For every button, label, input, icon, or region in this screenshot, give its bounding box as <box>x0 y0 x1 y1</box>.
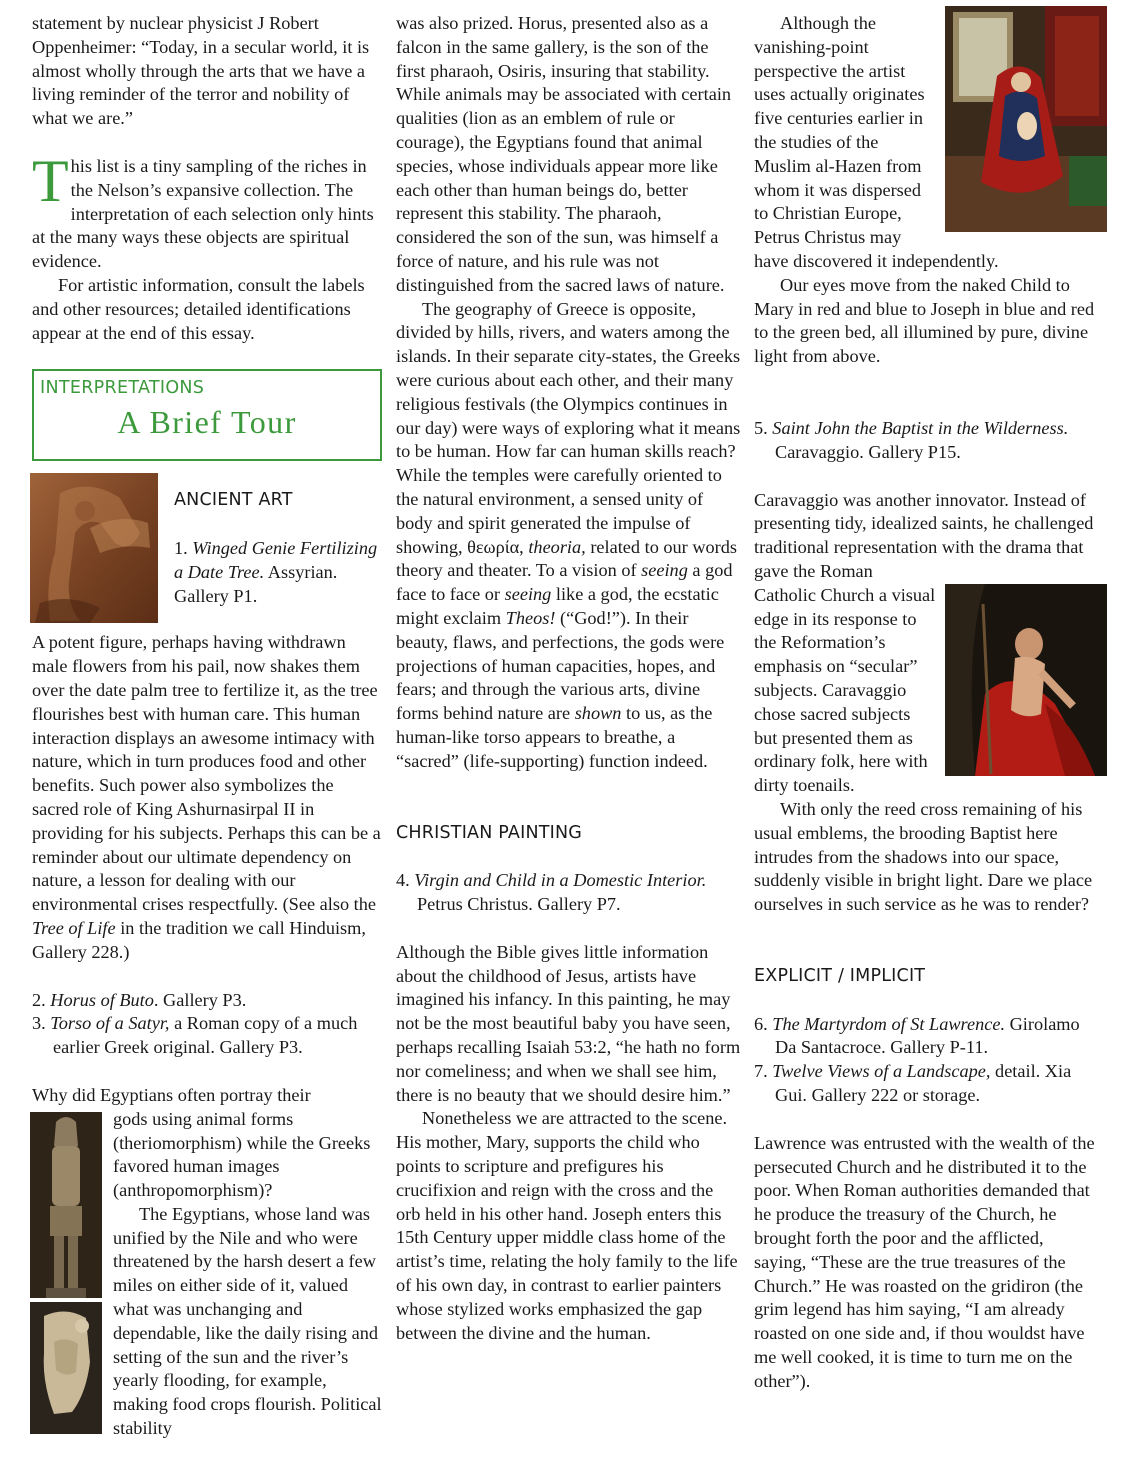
question-paragraph: gods using animal forms (theriomorphism) while the Greeks favored human images (anthropomorphism)? <box>113 1108 371 1201</box>
column-1 <box>32 12 382 1441</box>
item-3: 3. Torso of a Satyr, a Roman copy of a much earlier Greek original. Gallery P3. <box>32 1013 358 1058</box>
stability-paragraph: was also prized. Horus, presented also as a falcon in the same gallery, is the son of the first pharaoh, Osiris, insuring that stability. While animals may be associated with certain qualities (lion as an emblem of rule or courage), the Egyptians found that animal species, whose individuals appear more like each other than human beings do, better represent this stability. The pharaoh, considered the son of the sun, was himself a force of nature, and his rule was not distinguished from the sacred laws of nature. <box>396 13 732 295</box>
item-7-title: Twelve Views of a Landscape, <box>772 1061 991 1082</box>
item-2-title: Horus of Buto <box>50 989 154 1010</box>
horus-of-buto-image <box>30 1112 102 1302</box>
item-6-title: The Martyrdom of St Lawrence. <box>772 1013 1006 1034</box>
winged-genie-image <box>30 473 158 623</box>
item-7: 7. Twelve Views of a Landscape, detail. Xia Gui. Gallery 222 or storage. <box>754 1061 1072 1106</box>
greece-paragraph: The geography of Greece is opposite, divided by hills, rivers, and waters among the islands. In their separate city-states, the Greeks were curious about each other, and their many religious festivals (the Olympics continues in our day) were ways of exploring what it means to be human. How far can human skills reach? While the temples were carefully oriented to the natural environment, a sensed unity of body and spirit generated the impulse of showing, θεωρία, theoria, related to our words theory and theater. To a vision of seeing a god face to face or seeing like a god, the ecstatic might exclaim Theos! (“God!”). In their beauty, flaws, and perfections, the gods were projections of human capacities, hopes, and fears; and through the various arts, divine forms behind nature are shown to us, as the human-like torso appears to breathe, a “sacred” (life-supporting) function indeed. <box>396 298 741 771</box>
caravaggio-paragraph: Caravaggio was another innovator. Instead of presenting tidy, idealized saints, he challenged traditional representation with the drama that gave the Roman Catholic Church a visual edge in its response to the Reformation’s emphasis on “secular” subjects. Caravaggio chose sacred subjects but presented them as ordinary folk, here with dirty toenails. <box>754 489 1094 796</box>
artistic-info-paragraph: For artistic information, consult the labels and other resources; detailed identifications appear at the end of this essay. <box>32 274 365 343</box>
christian-painting-heading: CHRISTIAN PAINTING <box>396 822 583 843</box>
explicit-implicit-heading: EXPLICIT / IMPLICIT <box>754 965 926 986</box>
torso-of-satyr-image <box>30 1302 102 1434</box>
box-title: A Brief Tour <box>117 404 297 441</box>
lawrence-paragraph: Lawrence was entrusted with the wealth of the persecuted Church and he distributed it to the poor. When Roman authorities demanded that he produce the treasury of the Church, he brought forth the poor and the afflicted, saying, “These are the true treasures of the Church.” He was roasted on the gridiron (the grim legend has him saying, “I am already roasted on one side and, if thou wouldst have me well cooked, it is time to turn me on the other”). <box>754 1132 1095 1391</box>
intro-paragraph: statement by nuclear physicist J Robert Oppenheimer: “Today, in a secular world, it is almost wholly through the arts that we have a living reminder of the terror and nobility of what we are.” <box>32 13 370 129</box>
item-2: 2. Horus of Buto. Gallery P3. <box>32 989 247 1010</box>
mother-paragraph: Nonetheless we are attracted to the scene. His mother, Mary, supports the child who points to scripture and prefigures his crucifixion and reign with the cross and the orb held in his other hand. Joseph enters this 15th Century upper middle class home of the artist’s time, relating the holy family to the life of his own day, in contrast to earlier painters whose stylized works emphasized the gap between the divine and the human. <box>396 1108 738 1343</box>
egypt-paragraph: The Egyptians, whose land was unified by the Nile and who were threatened by the harsh desert a few miles on either side of it, valued what was unchanging and dependable, like the daily rising and setting of the sun and the river’s yearly flooding, for example, making food crops flourish. Political stability <box>113 1203 382 1439</box>
column-2 <box>396 12 741 1345</box>
saint-john-baptist-image <box>945 584 1107 776</box>
item-5: 5. Saint John the Baptist in the Wilderness. Caravaggio. Gallery P15. <box>754 417 1069 462</box>
virgin-and-child-image <box>945 6 1107 232</box>
item-4-title: Virgin and Child in a Domestic Interior. <box>414 870 707 891</box>
genie-paragraph: A potent figure, perhaps having withdrawn male flowers from his pail, now shakes them over the date palm tree to fertilize it, as the tree flourishes best with human care. This human interaction displays an awesome intimacy with nature, which in turn produces food and other benefits. Such power also symbolizes the sacred role of King Ashurnasirpal II in providing for his subjects. Perhaps this can be a reminder about our ultimate dependency on nature, a lesson for dealing with our environmental crises respectfully. (See also the Tree of Life in the tradition we call Hinduism, Gallery 228.) <box>32 632 381 962</box>
item-5-title: Saint John the Baptist in the Wilderness. <box>772 417 1069 438</box>
column-3 <box>754 12 1099 1394</box>
list-paragraph: This list is a tiny sampling of the riches in the Nelson’s expansive collection. The interpretation of each selection only hints at the many ways these objects are spiritual evidence. <box>32 147 374 272</box>
drop-cap: T <box>32 147 69 214</box>
item-1: 1. Winged Genie Fertilizing a Date Tree. Assyrian. Gallery P1. <box>174 538 378 606</box>
vanishing-paragraph: Although the vanishing-point perspective the artist uses actually originates five centuries earlier in the studies of the Muslim al-Hazen from whom it was dispersed to Christian Europe, Petrus Christus may have discovered it independently. <box>754 13 999 271</box>
reed-paragraph: With only the reed cross remaining of his usual emblems, the brooding Baptist here intrudes from the shadows into our space, suddenly visible in bright light. Dare we place ourselves in such service as he was to render? <box>754 798 1093 915</box>
egypt-images <box>30 1112 102 1434</box>
item-3-title: Torso of a Satyr, <box>50 1013 170 1034</box>
ancient-art-heading: ANCIENT ART <box>174 490 293 511</box>
item-6: 6. The Martyrdom of St Lawrence. Girolamo Da Santacroce. Gallery P-11. <box>754 1013 1080 1058</box>
eyes-paragraph: Our eyes move from the naked Child to Mary in red and blue to Joseph in blue and red to the green bed, all illumined by pure, divine light from above. <box>754 274 1095 367</box>
bible-paragraph: Although the Bible gives little information about the childhood of Jesus, artists have imagined his infancy. In this painting, he may not be the most beautiful baby you have seen, perhaps recalling Isaiah 53:2, “he hath no form nor comeliness; and when we shall see him, there is no beauty that we should desire him.” <box>396 941 741 1105</box>
section-title-box <box>32 369 382 461</box>
item-4: 4. Virgin and Child in a Domestic Interior. Petrus Christus. Gallery P7. <box>396 870 707 915</box>
question-lead: Why did Egyptians often portray their <box>32 1084 311 1105</box>
item-1-title: Winged Genie Fertilizing a Date Tree. <box>174 538 378 582</box>
box-label: INTERPRETATIONS <box>40 378 205 399</box>
